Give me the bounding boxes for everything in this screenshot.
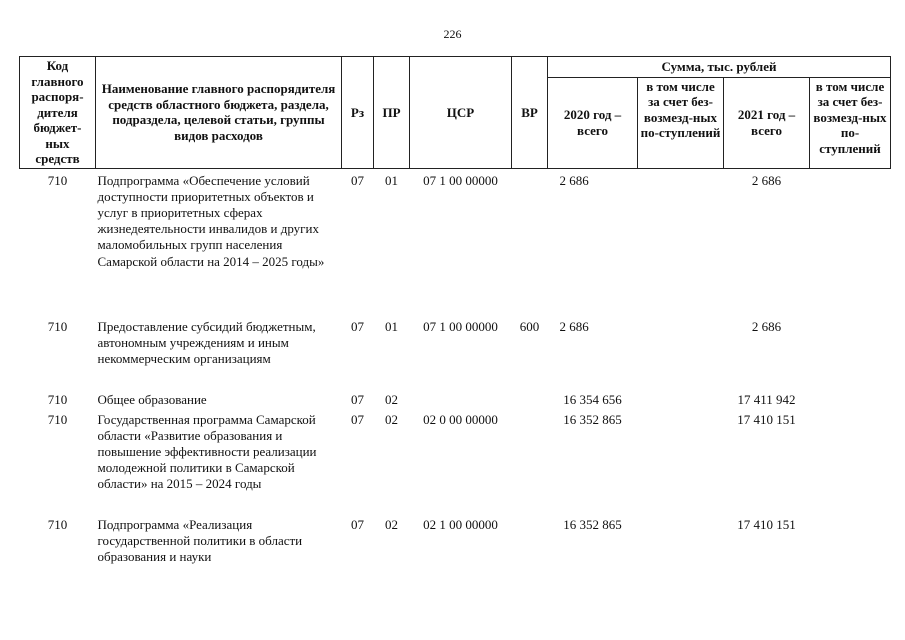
header-2020-total: 2020 год – всего bbox=[548, 77, 638, 168]
cell-name: Государственная программа Самарской области «Развитие образования и повышение эффективности реализации молодежной политики в Самарской области» на 2015 – 2024 годы bbox=[97, 411, 317, 492]
cell-2020-total: 16 352 865 bbox=[563, 411, 622, 427]
cell-2020-total: 16 354 656 bbox=[563, 391, 622, 407]
table-row bbox=[20, 517, 891, 567]
table-body bbox=[20, 168, 891, 567]
cell-2020-gratuitous bbox=[638, 517, 724, 567]
cell-rz: 07 bbox=[351, 516, 364, 532]
cell-vr bbox=[512, 517, 548, 567]
cell-2021-total: 2 686 bbox=[751, 172, 782, 188]
header-pr: ПР bbox=[374, 57, 410, 169]
cell-csr: 07 1 00 00000 bbox=[423, 172, 498, 188]
page-number: 226 bbox=[443, 27, 462, 41]
cell-2020-gratuitous bbox=[638, 392, 724, 412]
table-row bbox=[20, 412, 891, 517]
cell-2021-total: 17 410 151 bbox=[737, 516, 796, 532]
cell-rz: 07 bbox=[351, 411, 364, 427]
cell-csr: 02 0 00 00000 bbox=[423, 411, 498, 427]
cell-2020-total: 2 686 bbox=[559, 318, 589, 334]
cell-vr bbox=[512, 412, 548, 517]
cell-csr: 02 1 00 00000 bbox=[423, 516, 498, 532]
cell-code: 710 bbox=[47, 516, 68, 532]
cell-code: 710 bbox=[47, 318, 68, 334]
table-header bbox=[20, 57, 891, 169]
cell-csr: 07 1 00 00000 bbox=[423, 318, 498, 334]
cell-2020-gratuitous bbox=[638, 173, 724, 319]
table-row bbox=[20, 319, 891, 392]
cell-vr bbox=[512, 392, 548, 412]
cell-2020-total: 16 352 865 bbox=[563, 516, 622, 532]
cell-2020-gratuitous bbox=[638, 319, 724, 392]
cell-code: 710 bbox=[47, 411, 68, 427]
cell-2021-gratuitous bbox=[810, 392, 891, 412]
cell-name: Предоставление субсидий бюджетным, автономным учреждениям и иным некоммерческим организациям bbox=[97, 318, 316, 366]
header-2020-gratuitous: в том числе за счет без-возмезд-ных по-ступлений bbox=[638, 77, 724, 168]
table-row bbox=[20, 173, 891, 319]
cell-code: 710 bbox=[47, 172, 68, 188]
cell-vr bbox=[512, 173, 548, 319]
cell-pr: 01 bbox=[385, 172, 398, 188]
cell-rz: 07 bbox=[351, 318, 364, 334]
table-row bbox=[20, 392, 891, 412]
header-name: Наименование главного распорядителя средств областного бюджета, раздела, подраздела, целевой статьи, группы видов расходов bbox=[96, 57, 342, 169]
cell-name: Подпрограмма «Реализация государственной политики в области образования и науки bbox=[97, 516, 303, 564]
cell-2021-total: 17 410 151 bbox=[737, 411, 796, 427]
cell-rz: 07 bbox=[351, 172, 364, 188]
header-code: Код главного распоря-дителя бюджет-ных средств bbox=[20, 57, 96, 169]
cell-name: Подпрограмма «Обеспечение условий доступности приоритетных объектов и услуг в приоритетных сферах жизнедеятельности инвалидов и других маломобильных групп населения Самарской области на 2014 – 2025 годы» bbox=[97, 172, 325, 269]
cell-2021-gratuitous bbox=[810, 319, 891, 392]
cell-vr: 600 bbox=[519, 318, 540, 334]
header-2021-gratuitous: в том числе за счет без-возмезд-ных по-ступлений bbox=[810, 77, 891, 168]
cell-pr: 02 bbox=[385, 411, 398, 427]
cell-name: Общее образование bbox=[97, 391, 207, 407]
cell-pr: 02 bbox=[385, 516, 398, 532]
cell-2021-gratuitous bbox=[810, 517, 891, 567]
cell-2020-total: 2 686 bbox=[559, 172, 589, 188]
cell-2020-gratuitous bbox=[638, 412, 724, 517]
cell-pr: 01 bbox=[385, 318, 398, 334]
cell-rz: 07 bbox=[351, 391, 364, 407]
header-vr: ВР bbox=[512, 57, 548, 169]
cell-2021-gratuitous bbox=[810, 412, 891, 517]
cell-2021-total: 17 411 942 bbox=[737, 391, 796, 407]
cell-2021-gratuitous bbox=[810, 173, 891, 319]
header-csr: ЦСР bbox=[410, 57, 512, 169]
cell-csr bbox=[410, 392, 512, 412]
cell-pr: 02 bbox=[385, 391, 398, 407]
cell-code: 710 bbox=[47, 391, 68, 407]
budget-table bbox=[19, 56, 891, 567]
header-sum-group: Сумма, тыс. рублей bbox=[548, 57, 891, 78]
header-2021-total: 2021 год – всего bbox=[724, 77, 810, 168]
cell-2021-total: 2 686 bbox=[751, 318, 782, 334]
header-rz: Рз bbox=[342, 57, 374, 169]
